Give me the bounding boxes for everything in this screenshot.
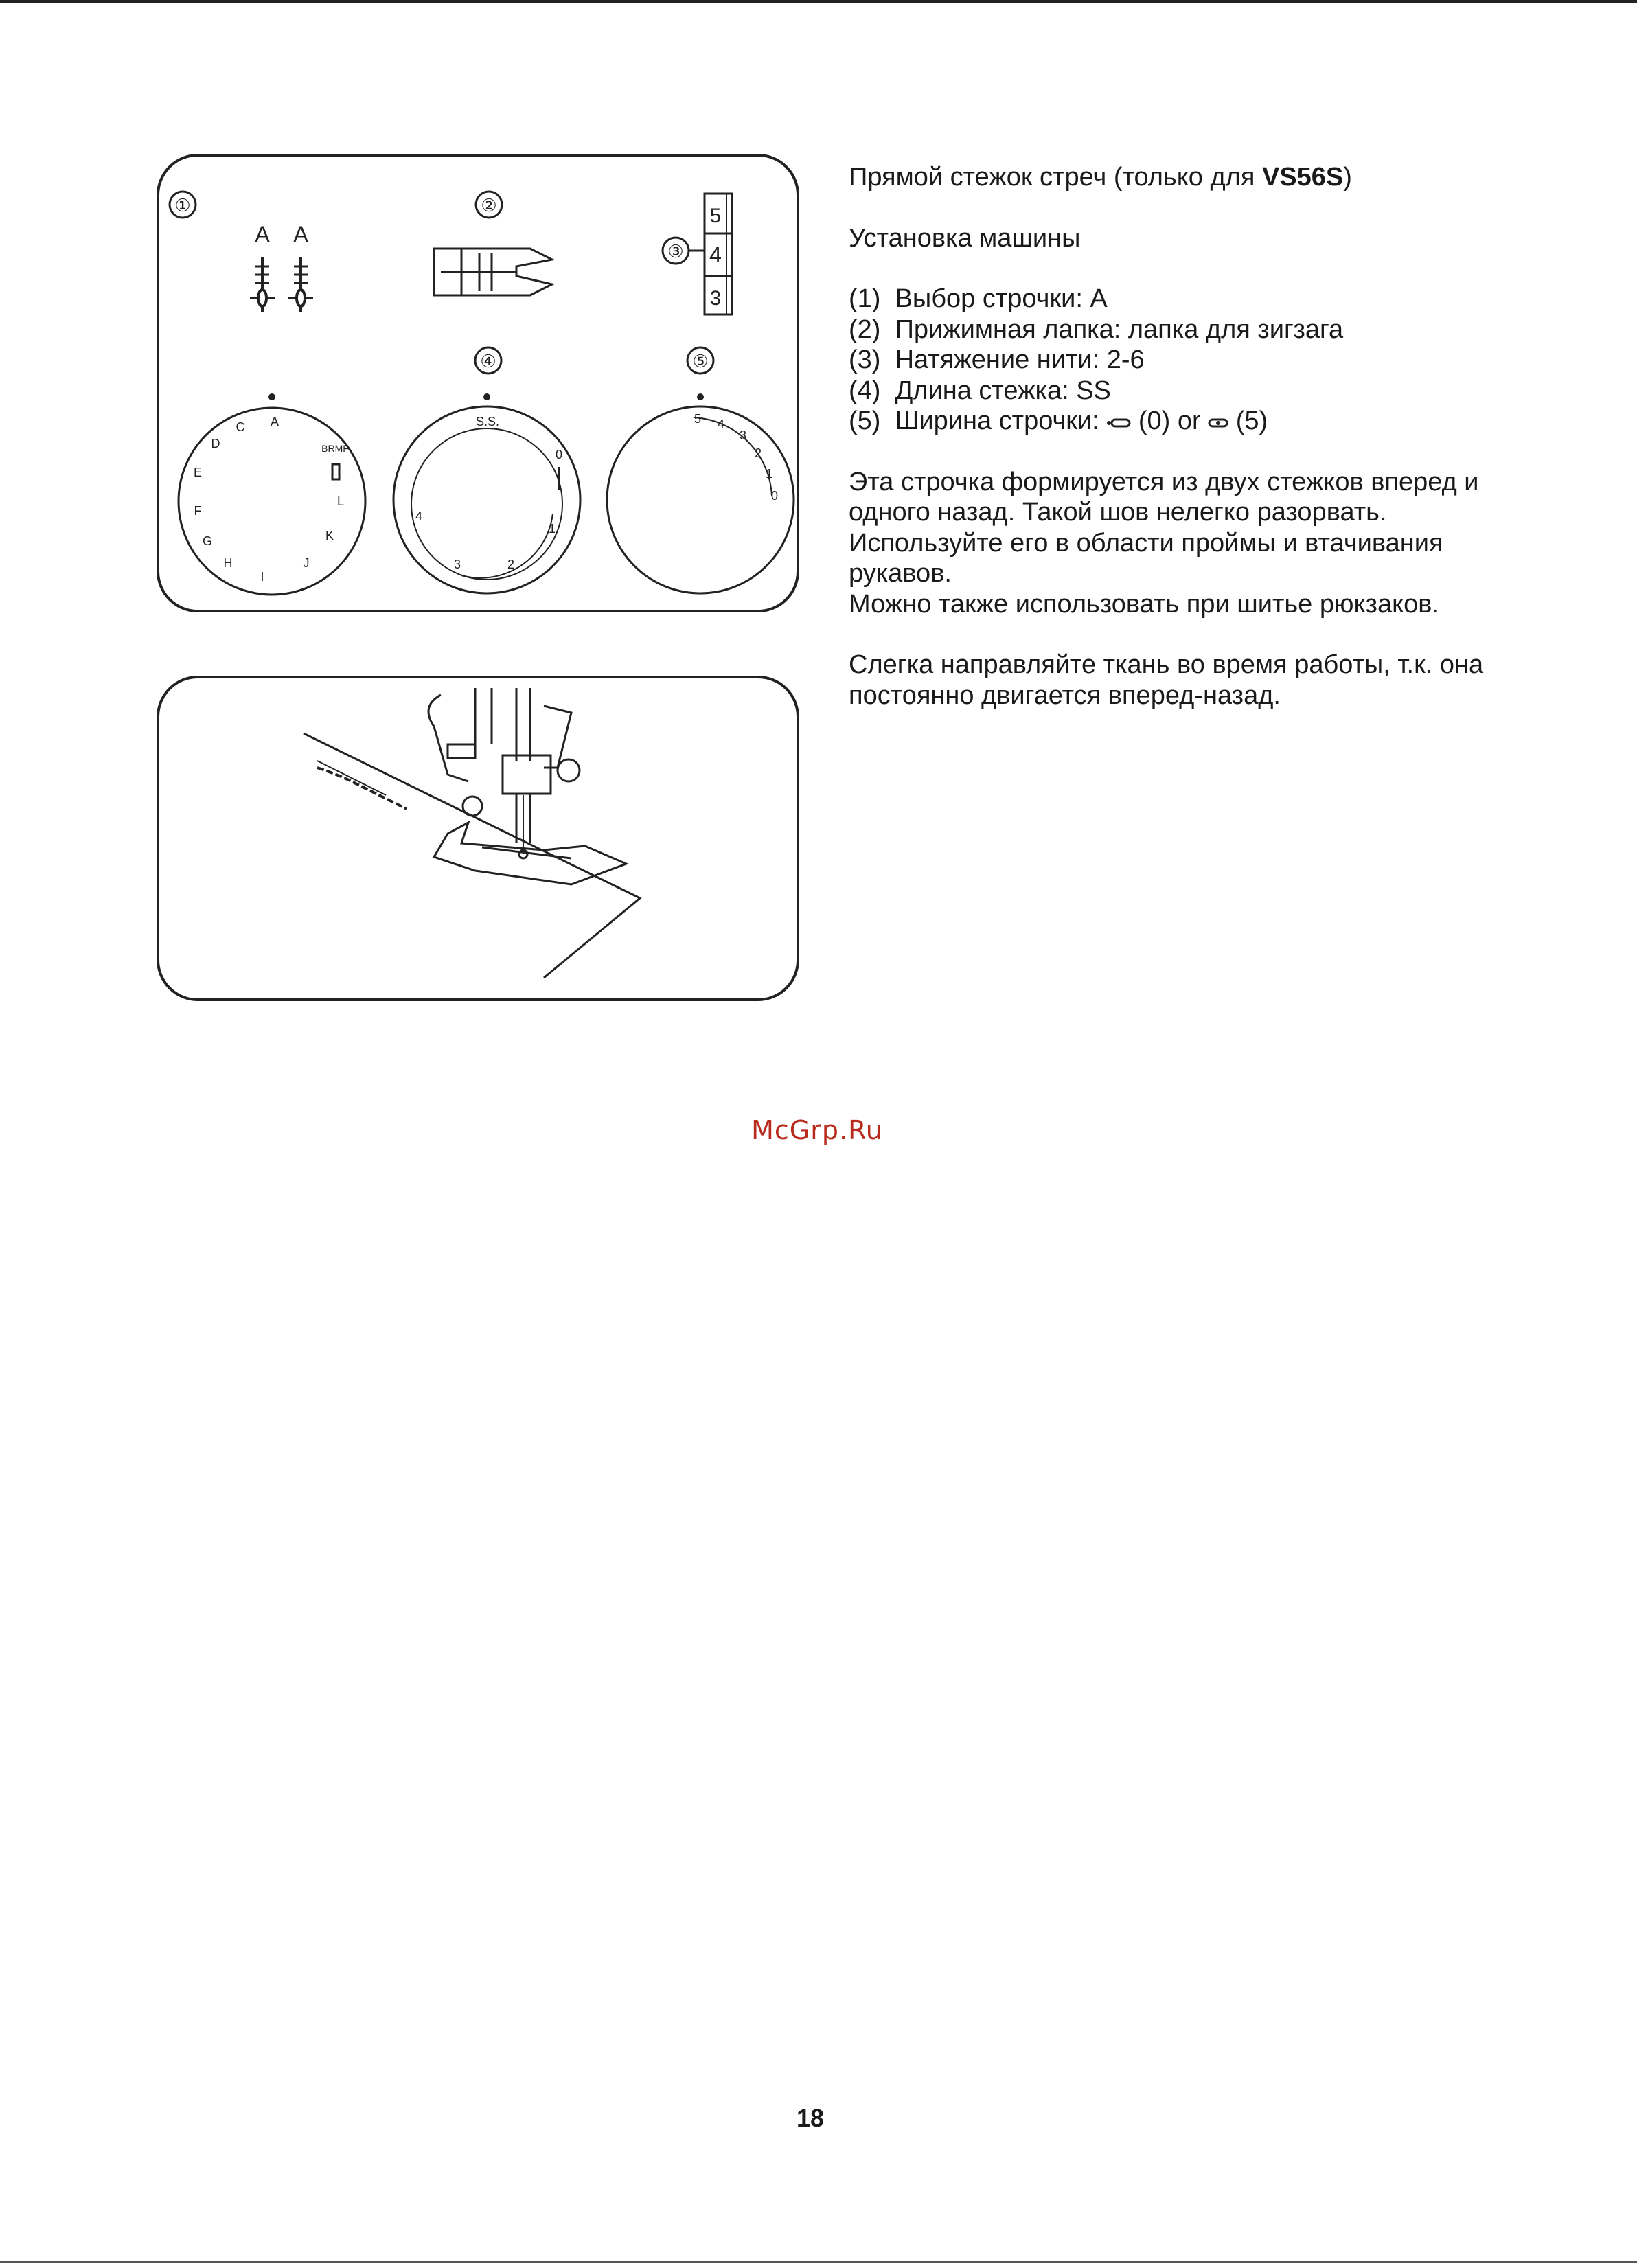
dial-letter-g: G: [202, 534, 213, 548]
tension-5: 5: [709, 205, 722, 227]
setting-5-num: (5): [849, 406, 881, 435]
width-label-2: 2: [754, 446, 762, 460]
setting-4-text: Длина стежка: SS: [895, 376, 1111, 405]
setting-1: [849, 284, 1535, 314]
watermark: McGrp.Ru: [751, 1115, 883, 1145]
description-line-2: Используйте его в области проймы и втачивания рукавов.: [849, 528, 1443, 588]
section-title-suffix: ): [1343, 163, 1352, 192]
width-label-4: 4: [717, 417, 725, 431]
setting-2: [849, 314, 1535, 345]
width-label-0: 0: [770, 489, 779, 503]
description-line-1: Эта строчка формируется из двух стежков вперед и одного назад. Такой шов нелегко разорвать.: [849, 467, 1479, 527]
dial-mark: BRMF: [321, 443, 349, 454]
setting-4: [849, 376, 1535, 406]
section-title: [849, 162, 1535, 193]
setting-2-text: Прижимная лапка: лапка для зигзага: [895, 314, 1344, 344]
length-label-3: 3: [453, 558, 461, 571]
page-number: 18: [796, 2104, 825, 2132]
dial-letter-e: E: [193, 466, 203, 479]
setting-1-text: Выбор строчки: А: [895, 284, 1108, 313]
length-label-ss: S.S.: [475, 415, 500, 428]
length-label-1: 1: [548, 522, 556, 536]
setting-4-num: (4): [849, 376, 881, 405]
marker-2: ②: [481, 195, 497, 216]
fabric-edge: [304, 733, 640, 978]
length-label-0: 0: [555, 448, 563, 461]
description-block: [849, 467, 1535, 620]
setting-5-text-before: Ширина строчки:: [895, 406, 1107, 435]
dial-letter-i: I: [260, 570, 264, 584]
model-name: VS56S: [1261, 163, 1344, 192]
guidance-text: Слегка направляйте ткань во время работы, т.к. она постоянно двигается вперед-назад.: [849, 650, 1484, 710]
section-title-prefix: Прямой стежок стреч (только для: [849, 163, 1262, 192]
bottom-rule: [0, 2261, 1637, 2263]
width-center-icon: [1208, 417, 1228, 429]
width-dial: [607, 406, 794, 593]
description-line-3: Можно также использовать при шитье рюкзаков.: [849, 589, 1440, 619]
dial-letter-j: J: [303, 556, 310, 570]
width-label-1: 1: [765, 467, 773, 481]
length-label-2: 2: [507, 558, 515, 571]
marker-5: ⑤: [692, 351, 709, 371]
dial-stretch-symbol: [332, 464, 339, 479]
marker-1: ①: [174, 195, 191, 216]
settings-list: [849, 284, 1535, 437]
dial-letter-k: K: [325, 529, 334, 542]
sewing-illustration: [159, 678, 797, 998]
zigzag-foot-icon: [434, 249, 552, 295]
tension-4: 4: [709, 242, 722, 267]
width-label-3: 3: [739, 428, 747, 442]
tension-3: 3: [709, 287, 722, 310]
setting-3-text: Натяжение нити: 2-6: [895, 345, 1145, 374]
length-label-4: 4: [415, 509, 423, 523]
dial-letter-c: C: [236, 420, 245, 434]
width-dial-indicator: [697, 393, 704, 400]
stitched-seam: [317, 768, 407, 809]
top-rule: [0, 0, 1637, 3]
setting-5-text-after: (5): [1228, 406, 1268, 435]
settings-illustration: [159, 157, 797, 610]
dial-letter-f: F: [194, 504, 202, 518]
stitch-pattern-icon: [250, 257, 313, 312]
pattern-letter-left: A: [255, 222, 270, 247]
settings-figure: [157, 154, 799, 612]
pattern-letter-right: A: [293, 222, 308, 247]
setting-2-num: (2): [849, 314, 881, 344]
width-label-5: 5: [694, 412, 702, 426]
length-dial-indicator: [483, 393, 490, 400]
dial-letter-h: H: [223, 556, 233, 570]
setting-3: [849, 345, 1535, 376]
pattern-dial-indicator: [268, 393, 275, 400]
setting-1-num: (1): [849, 284, 881, 313]
setting-3-num: (3): [849, 345, 881, 374]
marker-4: ④: [480, 351, 496, 371]
instructions-text: [849, 162, 1535, 741]
sewing-figure: [157, 676, 799, 1001]
setting-5-text-mid: (0) or: [1131, 406, 1209, 435]
dial-letter-l: L: [336, 494, 345, 508]
length-dial: [393, 406, 580, 593]
dial-letter-a: A: [270, 415, 279, 428]
setup-heading: Установка машины: [849, 223, 1081, 253]
marker-3: ③: [667, 241, 684, 262]
dial-letter-d: D: [211, 437, 220, 450]
width-left-icon: [1106, 417, 1131, 429]
setting-5: [849, 406, 1535, 437]
